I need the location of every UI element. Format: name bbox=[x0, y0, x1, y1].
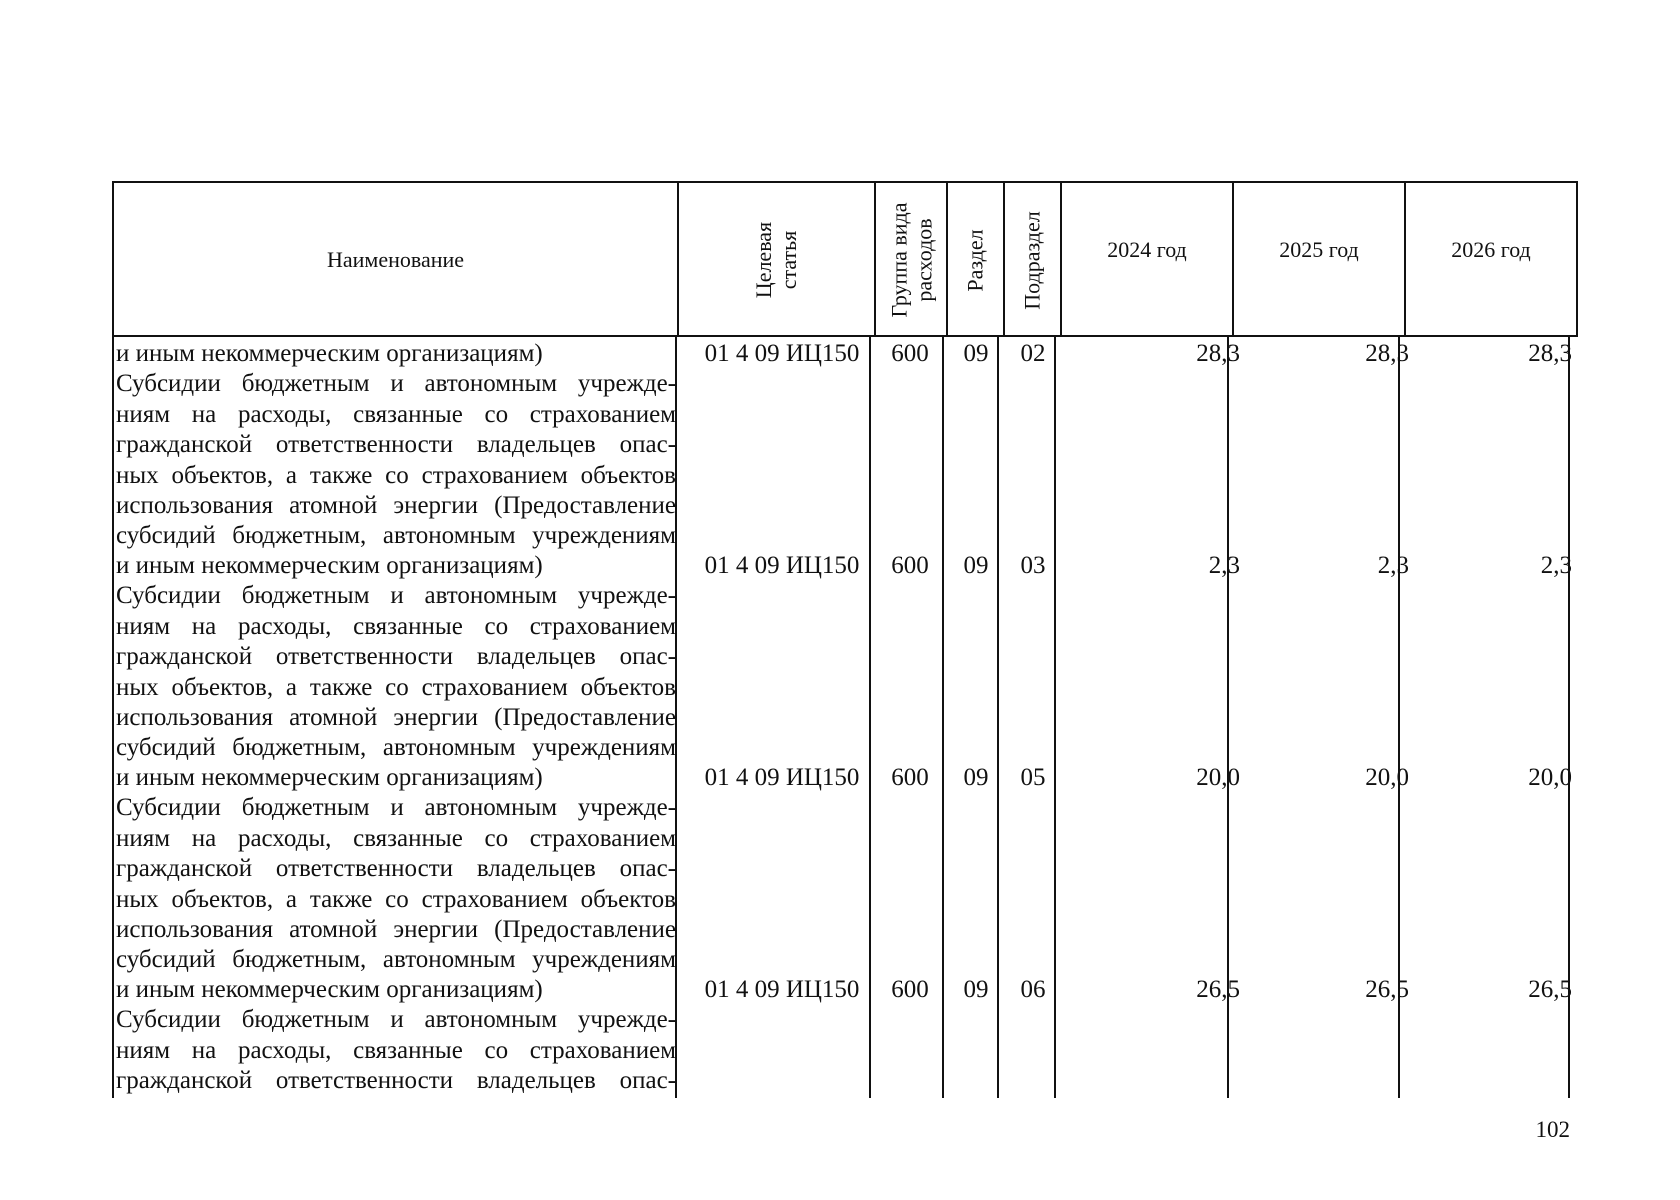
row-2026: 26,5 bbox=[1528, 976, 1572, 1003]
header-group bbox=[886, 203, 936, 318]
name-line: гражданской ответственности владельцев опас- bbox=[116, 1067, 676, 1095]
row-2025: 20,0 bbox=[1365, 764, 1409, 791]
name-line: ных объектов, а также со страхованием объектов bbox=[116, 885, 676, 913]
name-line: и иным некоммерческим организациям) bbox=[116, 976, 543, 1003]
row-2024: 20,0 bbox=[1196, 764, 1240, 791]
row-2025: 2,3 bbox=[1377, 552, 1409, 579]
header-group-line1: Группа вида bbox=[886, 202, 912, 318]
row-subsection: 02 bbox=[1020, 340, 1046, 367]
name-line: и иным некоммерческим организациям) bbox=[116, 764, 543, 791]
header-subsection-cell bbox=[1005, 183, 1062, 337]
row-group: 600 bbox=[891, 340, 929, 367]
name-line: ниям на расходы, связанные со страхованием bbox=[116, 612, 676, 640]
header-name: Наименование bbox=[326, 247, 465, 272]
budget-table bbox=[112, 181, 1578, 1098]
name-line: Субсидии бюджетным и автономным учрежде- bbox=[116, 1006, 676, 1034]
table-row bbox=[112, 761, 1578, 973]
row-section: 09 bbox=[963, 552, 989, 579]
name-line: Субсидии бюджетным и автономным учрежде- bbox=[116, 370, 676, 398]
row-subsection: 06 bbox=[1020, 976, 1046, 1003]
header-section-cell bbox=[948, 183, 1005, 337]
header-target-line1: Целевая bbox=[751, 221, 777, 299]
row-2026: 2,3 bbox=[1540, 552, 1572, 579]
header-subsection: Подраздел bbox=[1020, 210, 1046, 310]
row-name bbox=[116, 551, 676, 764]
name-line: Субсидии бюджетным и автономным учрежде- bbox=[116, 794, 676, 822]
name-line: ных объектов, а также со страхованием объектов bbox=[116, 673, 676, 701]
row-2025: 26,5 bbox=[1365, 976, 1409, 1003]
header-target-line2: статья bbox=[776, 230, 802, 290]
name-line: использования атомной энергии (Предоставление bbox=[116, 704, 676, 732]
name-line: и иным некоммерческим организациям) bbox=[116, 552, 543, 579]
header-target bbox=[751, 222, 801, 298]
name-line: ниям на расходы, связанные со страхованием bbox=[116, 1036, 676, 1064]
row-code: 01 4 09 ИЦ150 bbox=[704, 340, 860, 367]
table-row bbox=[112, 973, 1578, 1098]
row-name bbox=[116, 339, 676, 552]
table-header bbox=[112, 181, 1578, 337]
header-target-cell bbox=[679, 183, 876, 337]
name-line: ных объектов, а также со страхованием объектов bbox=[116, 461, 676, 489]
header-name-cell bbox=[114, 183, 679, 337]
table-row bbox=[112, 337, 1578, 549]
row-code: 01 4 09 ИЦ150 bbox=[704, 764, 860, 791]
header-2026-cell bbox=[1406, 183, 1578, 337]
row-name bbox=[116, 975, 676, 1097]
row-section: 09 bbox=[963, 764, 989, 791]
name-line: субсидий бюджетным, автономным учреждениям bbox=[116, 946, 676, 974]
row-subsection: 03 bbox=[1020, 552, 1046, 579]
header-2025-cell bbox=[1234, 183, 1406, 337]
row-subsection: 05 bbox=[1020, 764, 1046, 791]
row-code: 01 4 09 ИЦ150 bbox=[704, 552, 860, 579]
header-2025: 2025 год bbox=[1279, 237, 1359, 262]
row-section: 09 bbox=[963, 340, 989, 367]
header-section: Раздел bbox=[963, 228, 989, 292]
header-2026: 2026 год bbox=[1451, 237, 1531, 262]
header-group-line2: расходов bbox=[911, 218, 937, 302]
row-name bbox=[116, 763, 676, 976]
name-line: и иным некоммерческим организациям) bbox=[116, 340, 543, 367]
row-code: 01 4 09 ИЦ150 bbox=[704, 976, 860, 1003]
row-2024: 2,3 bbox=[1208, 552, 1240, 579]
header-group-cell bbox=[876, 183, 948, 337]
name-line: ниям на расходы, связанные со страхованием bbox=[116, 400, 676, 428]
name-line: использования атомной энергии (Предоставление bbox=[116, 916, 676, 944]
header-2024: 2024 год bbox=[1107, 237, 1187, 262]
name-line: гражданской ответственности владельцев опас- bbox=[116, 855, 676, 883]
row-section: 09 bbox=[963, 976, 989, 1003]
name-line: Субсидии бюджетным и автономным учрежде- bbox=[116, 582, 676, 610]
name-line: ниям на расходы, связанные со страхованием bbox=[116, 824, 676, 852]
row-2024: 26,5 bbox=[1196, 976, 1240, 1003]
row-group: 600 bbox=[891, 764, 929, 791]
name-line: субсидий бюджетным, автономным учреждениям bbox=[116, 734, 676, 762]
row-2026: 20,0 bbox=[1528, 764, 1572, 791]
name-line: субсидий бюджетным, автономным учреждениям bbox=[116, 522, 676, 550]
page-number: 102 bbox=[1535, 1117, 1570, 1142]
row-2026: 28,3 bbox=[1528, 340, 1572, 367]
name-line: гражданской ответственности владельцев опас- bbox=[116, 431, 676, 459]
name-line: гражданской ответственности владельцев опас- bbox=[116, 643, 676, 671]
header-2024-cell bbox=[1062, 183, 1234, 337]
row-2024: 28,3 bbox=[1196, 340, 1240, 367]
row-group: 600 bbox=[891, 552, 929, 579]
row-2025: 28,3 bbox=[1365, 340, 1409, 367]
table-row bbox=[112, 549, 1578, 761]
row-group: 600 bbox=[891, 976, 929, 1003]
table-body bbox=[112, 337, 1578, 1098]
name-line: использования атомной энергии (Предоставление bbox=[116, 492, 676, 520]
